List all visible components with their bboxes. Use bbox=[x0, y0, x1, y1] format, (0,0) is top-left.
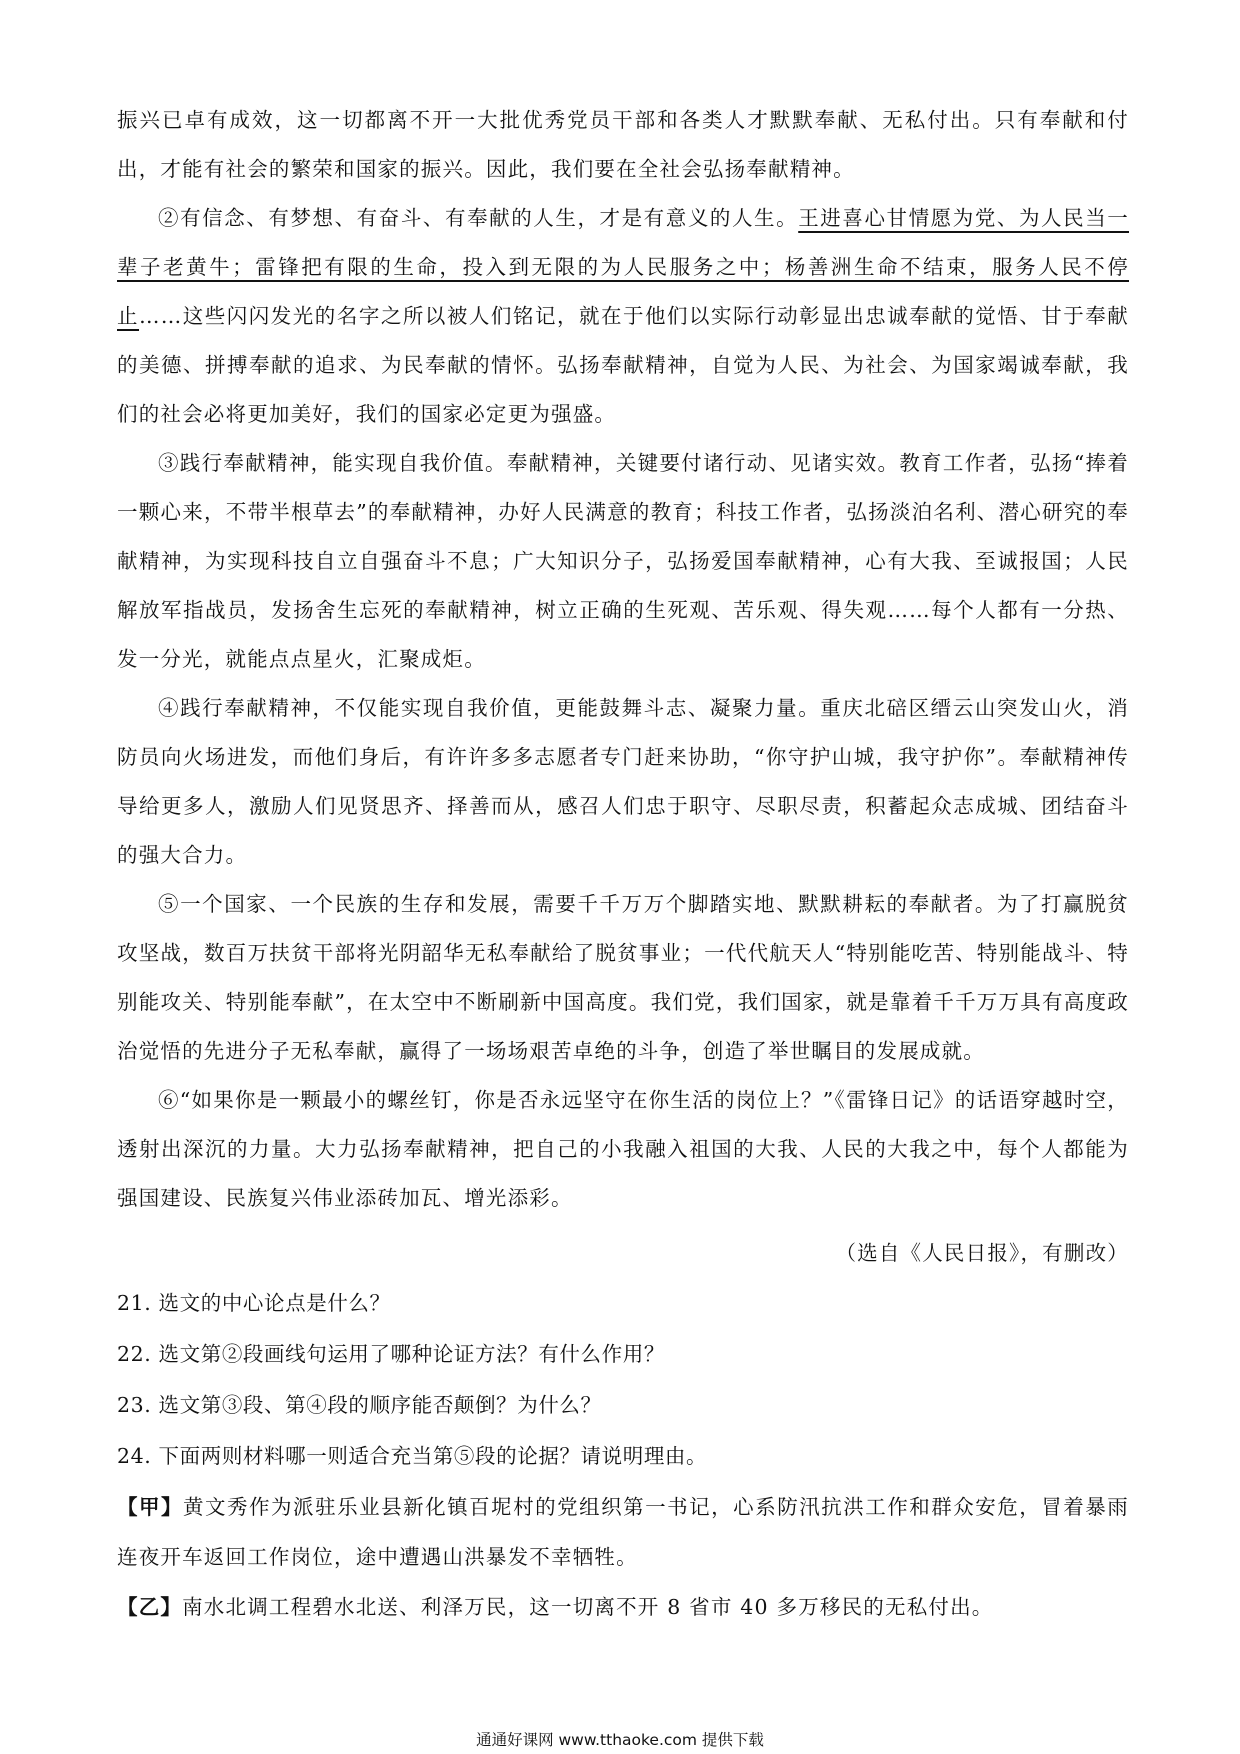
paragraph-2 bbox=[117, 194, 1129, 439]
question-23: 23. 选文第③段、第④段的顺序能否颠倒？为什么？ bbox=[117, 1393, 602, 1417]
article-source: （选自《人民日报》，有删改） bbox=[835, 1241, 1129, 1265]
question-21: 21. 选文的中心论点是什么？ bbox=[117, 1291, 391, 1315]
material-list bbox=[117, 1482, 1129, 1632]
material-jia bbox=[117, 1482, 1129, 1582]
article-body bbox=[117, 96, 1129, 1632]
paragraph-2-rest: ……这些闪闪发光的名字之所以被人们铭记，就在于他们以实际行动彰显出忠诚奉献的觉悟、甘于奉献的美德、拼搏奉献的追求、为民奉献的情怀。弘扬奉献精神，自觉为人民、为社会、为国家竭诚奉献，我们的社会必将更加美好，我们的国家必定更为强盛。 bbox=[117, 304, 1129, 426]
question-24: 24. 下面两则材料哪一则适合充当第⑤段的论据？请说明理由。 bbox=[117, 1444, 708, 1468]
material-yi-label: 【乙】 bbox=[117, 1595, 183, 1619]
material-jia-text: 黄文秀作为派驻乐业县新化镇百坭村的党组织第一书记，心系防汛抗洪工作和群众安危，冒着暴雨连夜开车返回工作岗位，途中遭遇山洪暴发不幸牺牲。 bbox=[117, 1495, 1129, 1569]
question-list bbox=[117, 1278, 1129, 1482]
paragraph-5: ⑤一个国家、一个民族的生存和发展，需要千千万万个脚踏实地、默默耕耘的奉献者。为了打赢脱贫攻坚战，数百万扶贫干部将光阴韶华无私奉献给了脱贫事业；一代代航天人“特别能吃苦、特别能战斗、特别能攻关、特别能奉献”，在太空中不断刷新中国高度。我们党，我们国家，就是靠着千千万万具有高度政治觉悟的先进分子无私奉献，赢得了一场场艰苦卓绝的斗争，创造了举世瞩目的发展成就。 bbox=[117, 892, 1129, 1063]
paragraph-continued: 振兴已卓有成效，这一切都离不开一大批优秀党员干部和各类人才默默奉献、无私付出。只有奉献和付出，才能有社会的繁荣和国家的振兴。因此，我们要在全社会弘扬奉献精神。 bbox=[117, 108, 1129, 181]
paragraph-2-intro: ②有信念、有梦想、有奋斗、有奉献的人生，才是有意义的人生。 bbox=[158, 206, 799, 230]
material-yi bbox=[117, 1582, 1129, 1632]
question-22: 22. 选文第②段画线句运用了哪种论证方法？有什么作用？ bbox=[117, 1342, 665, 1366]
material-jia-label: 【甲】 bbox=[117, 1495, 184, 1519]
page-footer: 通通好课网 www.tthaoke.com 提供下载 bbox=[476, 1731, 764, 1749]
material-yi-text: 南水北调工程碧水北送、利泽万民，这一切离不开 8 省市 40 多万移民的无私付出。 bbox=[182, 1595, 994, 1619]
paragraph-3: ③践行奉献精神，能实现自我价值。奉献精神，关键要付诸行动、见诸实效。教育工作者，弘扬“捧着一颗心来，不带半根草去”的奉献精神，办好人民满意的教育；科技工作者，弘扬淡泊名利、潜心研究的奉献精神，为实现科技自立自强奋斗不息；广大知识分子，弘扬爱国奉献精神，心有大我、至诚报国；人民解放军指战员，发扬舍生忘死的奉献精神，树立正确的生死观、苦乐观、得失观……每个人都有一分热、发一分光，就能点点星火，汇聚成炬。 bbox=[117, 451, 1129, 671]
paragraph-4: ④践行奉献精神，不仅能实现自我价值，更能鼓舞斗志、凝聚力量。重庆北碚区缙云山突发山火，消防员向火场进发，而他们身后，有许许多多志愿者专门赶来协助，“你守护山城，我守护你”。奉献精神传导给更多人，激励人们见贤思齐、择善而从，感召人们忠于职守、尽职尽责，积蓄起众志成城、团结奋斗的强大合力。 bbox=[117, 696, 1129, 867]
underlined-sentence: 王进喜心甘情愿为党、为人民当一辈子老黄牛；雷锋把有限的生命，投入到无限的为人民服务之中；杨善洲生命不结束，服务人民不停止 bbox=[117, 206, 1129, 328]
paragraph-6: ⑥“如果你是一颗最小的螺丝钉，你是否永远坚守在你生活的岗位上？”《雷锋日记》的话语穿越时空，透射出深沉的力量。大力弘扬奉献精神，把自己的小我融入祖国的大我、人民的大我之中，每个人都能为强国建设、民族复兴伟业添砖加瓦、增光添彩。 bbox=[117, 1088, 1129, 1210]
